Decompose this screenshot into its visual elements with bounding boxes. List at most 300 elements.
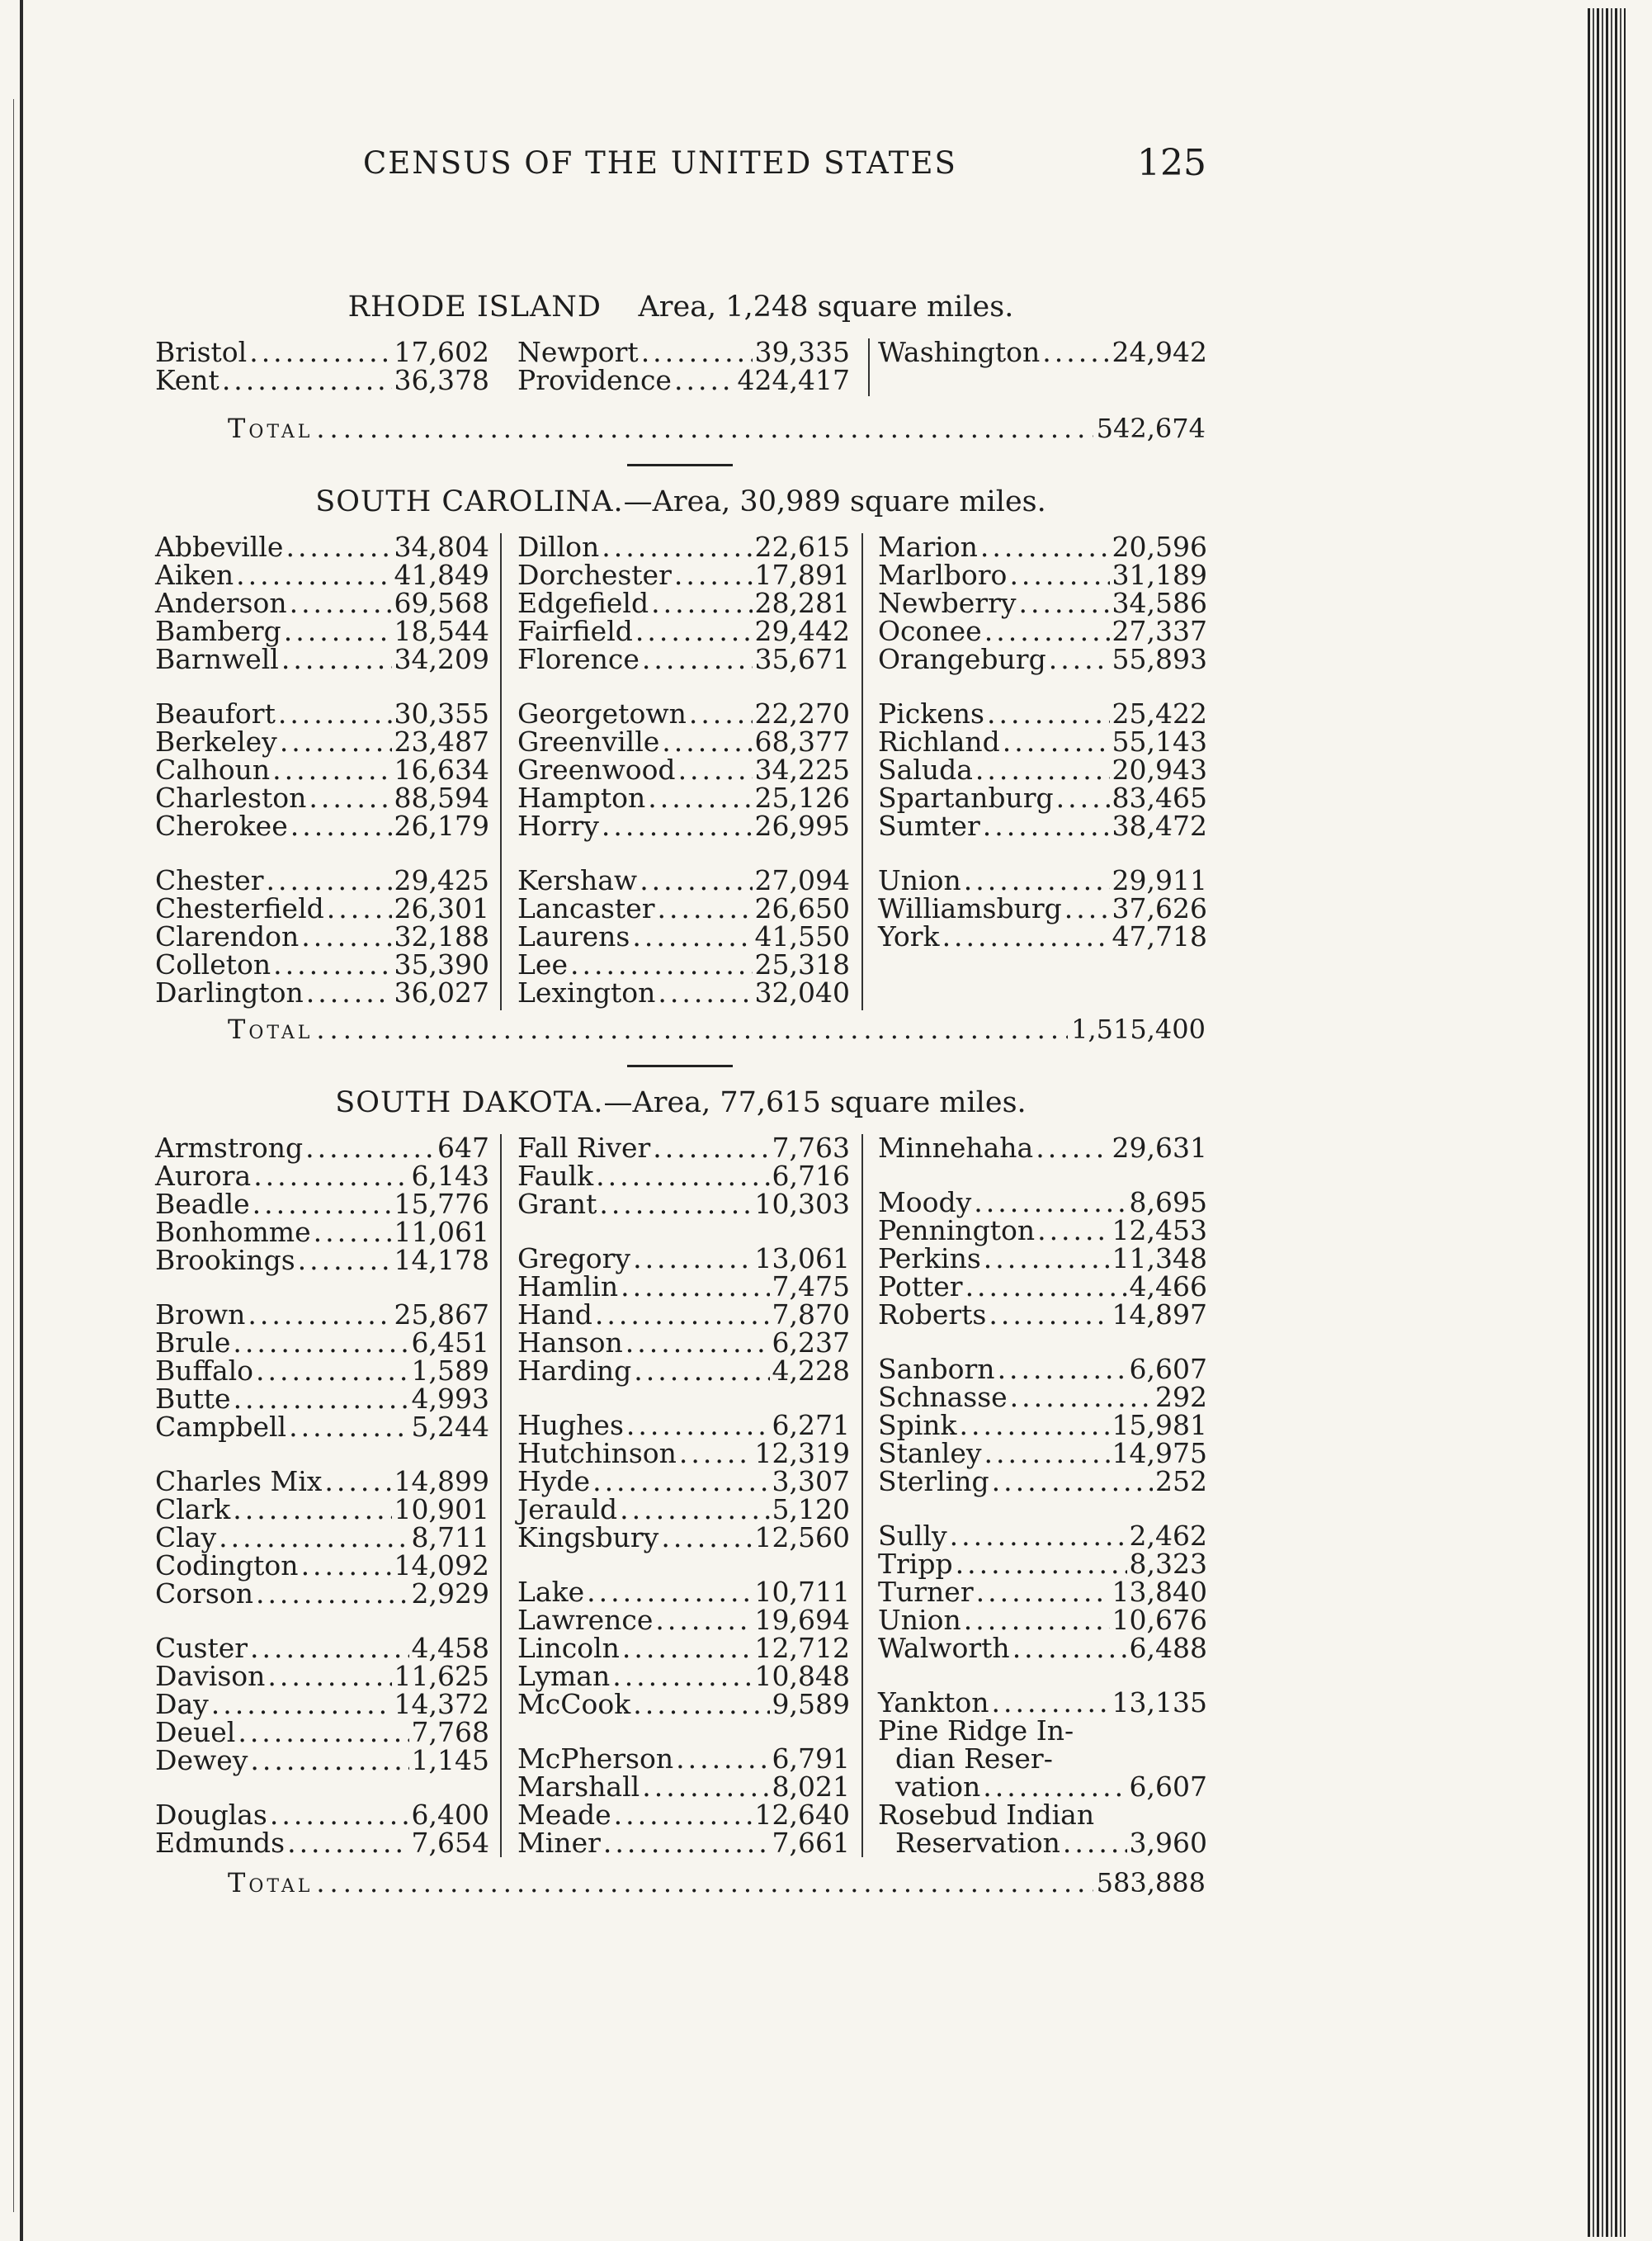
county-name: Meade: [517, 1799, 611, 1831]
leader-dots: [222, 366, 392, 395]
county-population: 5,244: [411, 1411, 489, 1443]
county-name: Rosebud Indian: [878, 1799, 1095, 1831]
county-population: 13,061: [754, 1242, 850, 1274]
county-population: 28,281: [754, 587, 850, 619]
group-spacer: [517, 1719, 850, 1745]
county-population: 3,307: [772, 1465, 850, 1497]
county-name: McPherson: [517, 1742, 674, 1775]
total-label: Total: [228, 1867, 314, 1898]
county-name: Campbell: [155, 1411, 287, 1443]
county-name: Cherokee: [155, 810, 288, 842]
leader-dots: [653, 1134, 769, 1162]
county-row: [878, 1829, 1207, 1857]
county-name: Lee: [517, 948, 568, 981]
county-row: [155, 1577, 489, 1610]
leader-dots: [964, 1606, 1110, 1634]
county-name: Lincoln: [517, 1632, 620, 1664]
county-row: [155, 1744, 489, 1776]
county-row: [878, 617, 1207, 645]
leader-dots: [592, 1468, 769, 1496]
leader-dots: [975, 756, 1110, 784]
county-name: Kershaw: [517, 864, 638, 896]
county-name: Aurora: [155, 1160, 252, 1192]
county-row: [878, 812, 1207, 840]
county-row: [878, 1355, 1207, 1383]
page-edge-line: [13, 99, 14, 2212]
county-population: 6,607: [1129, 1353, 1207, 1385]
county-population: 7,870: [772, 1298, 850, 1331]
county-name: vation: [878, 1771, 981, 1803]
county-population: 26,995: [754, 810, 850, 842]
county-population: 12,560: [754, 1521, 850, 1553]
county-name: Colleton: [155, 948, 271, 981]
county-name: Sumter: [878, 810, 980, 842]
county-population: 22,270: [754, 697, 850, 730]
county-name: Buffalo: [155, 1355, 254, 1387]
county-name: Spartanburg: [878, 782, 1054, 814]
county-population: 7,768: [411, 1716, 489, 1748]
county-row: [517, 784, 850, 812]
group-spacer: [517, 840, 850, 867]
leader-dots: [1003, 728, 1110, 756]
county-row: [878, 1270, 1207, 1303]
county-row: [155, 589, 489, 617]
county-row: [878, 338, 1207, 366]
county-name: Dewey: [155, 1744, 248, 1776]
county-population: 14,899: [394, 1465, 489, 1497]
leader-dots: [974, 1189, 1126, 1217]
leader-dots: [651, 589, 752, 617]
leader-dots: [1049, 645, 1110, 674]
leader-dots: [632, 923, 752, 951]
county-population: 6,791: [772, 1742, 850, 1775]
county-population: 1,145: [411, 1744, 489, 1776]
leader-dots: [614, 1801, 753, 1829]
leader-dots: [316, 1867, 1093, 1898]
county-row: [517, 1801, 850, 1829]
county-population: 13,840: [1112, 1576, 1207, 1608]
county-name: Fall River: [517, 1132, 651, 1164]
county-name: Richland: [878, 726, 1000, 758]
leader-dots: [980, 533, 1110, 561]
leader-dots: [1063, 1829, 1127, 1857]
county-column: [155, 1134, 489, 1857]
county-population: 27,337: [1112, 615, 1207, 647]
county-row: [517, 617, 850, 645]
county-name: Brookings: [155, 1244, 295, 1276]
county-name: Yankton: [878, 1686, 989, 1719]
leader-dots: [984, 1440, 1110, 1468]
county-row: [155, 976, 489, 1009]
county-name: Edgefield: [517, 587, 649, 619]
county-population: 7,661: [772, 1827, 850, 1859]
county-name: Faulk: [517, 1160, 594, 1192]
leader-dots: [1009, 561, 1109, 589]
county-name: Providence: [517, 364, 672, 396]
county-column: [155, 533, 489, 1007]
county-population: 17,891: [754, 559, 850, 591]
county-population: 13,135: [1112, 1686, 1207, 1719]
leader-dots: [633, 1245, 752, 1273]
county-population: 47,718: [1112, 920, 1207, 953]
county-population: 27,094: [754, 864, 850, 896]
leader-dots: [287, 1829, 408, 1857]
county-name: Turner: [878, 1576, 974, 1608]
section-rule: [627, 1065, 733, 1067]
county-name: Lancaster: [517, 892, 655, 924]
county-population: 14,178: [394, 1244, 489, 1276]
county-name: Douglas: [155, 1799, 267, 1831]
county-name: Miner: [517, 1827, 601, 1859]
leader-dots: [270, 1801, 409, 1829]
county-name: Barnwell: [155, 643, 279, 675]
county-column: [517, 338, 850, 395]
county-row: [517, 1357, 850, 1385]
county-population: 37,626: [1112, 892, 1207, 924]
county-population: 29,442: [754, 615, 850, 647]
running-title: CENSUS OF THE UNITED STATES: [363, 145, 957, 181]
group-spacer: [878, 1496, 1207, 1522]
leader-dots: [679, 1440, 753, 1468]
leader-dots: [570, 951, 753, 979]
county-name: Hanson: [517, 1326, 623, 1359]
county-population: 2,929: [411, 1577, 489, 1610]
county-row: [517, 1465, 850, 1497]
county-population: 12,712: [754, 1632, 850, 1664]
county-row: [878, 1550, 1207, 1578]
county-name: Hampton: [517, 782, 646, 814]
county-population: 26,650: [754, 892, 850, 924]
running-head: [0, 142, 1652, 191]
county-name: Pennington: [878, 1214, 1036, 1246]
county-name: Potter: [878, 1270, 963, 1303]
county-population: 30,355: [394, 697, 489, 730]
leader-dots: [316, 413, 1093, 444]
leader-dots: [1037, 1217, 1109, 1245]
county-population: 11,625: [394, 1660, 489, 1692]
county-name: Hyde: [517, 1465, 591, 1497]
county-row: [517, 1411, 850, 1440]
county-population: 6,143: [411, 1160, 489, 1192]
county-population: 20,943: [1112, 754, 1207, 786]
state-area: —Area, 77,615 square miles.: [603, 1086, 1027, 1119]
county-name: Darlington: [155, 976, 304, 1009]
county-population: 4,458: [411, 1632, 489, 1664]
group-spacer: [517, 1552, 850, 1578]
county-name: Butte: [155, 1383, 231, 1415]
leader-dots: [316, 1014, 1068, 1045]
county-row: [517, 892, 850, 924]
section-title-south-dakota: [157, 1086, 1205, 1119]
section-title-rhode-island: [157, 291, 1205, 324]
leader-dots: [674, 561, 753, 589]
county-row: [517, 1242, 850, 1274]
group-spacer: [517, 674, 850, 700]
county-row: [517, 1326, 850, 1359]
county-name: Jerauld: [517, 1493, 618, 1525]
county-population: 22,615: [754, 531, 850, 563]
county-row: [517, 1662, 850, 1690]
county-row: [517, 1493, 850, 1525]
county-column: [878, 533, 1207, 951]
county-population: 10,711: [754, 1576, 850, 1608]
total-label: Total: [228, 413, 314, 444]
county-name: Fairfield: [517, 615, 633, 647]
county-population: 6,451: [411, 1326, 489, 1359]
county-name: Tripp: [878, 1548, 953, 1580]
county-population: 8,695: [1129, 1186, 1207, 1218]
county-row: [155, 533, 489, 561]
county-name: Laurens: [517, 920, 630, 953]
county-population: 34,225: [754, 754, 850, 786]
county-column: [517, 533, 850, 1007]
county-row: [155, 1662, 489, 1690]
group-spacer: [155, 1441, 489, 1468]
county-name: Oconee: [878, 615, 982, 647]
county-name: Marlboro: [878, 559, 1008, 591]
page-edge-line: [20, 0, 23, 2241]
county-population: 6,607: [1129, 1771, 1207, 1803]
county-row: [155, 561, 489, 589]
county-population: 19,694: [754, 1604, 850, 1636]
county-name: Grant: [517, 1188, 597, 1220]
leader-dots: [327, 895, 392, 923]
leader-dots: [984, 1245, 1110, 1273]
leader-dots: [1010, 1383, 1153, 1411]
county-row: [878, 561, 1207, 589]
county-population: 14,372: [394, 1688, 489, 1720]
county-population: 12,319: [754, 1437, 850, 1469]
county-population: 34,804: [394, 531, 489, 563]
leader-dots: [965, 1273, 1127, 1301]
book-binding: [1588, 8, 1626, 2237]
county-population: 11,061: [394, 1216, 489, 1248]
county-population: 18,544: [394, 615, 489, 647]
county-population: 8,323: [1129, 1548, 1207, 1580]
county-population: 26,301: [394, 892, 489, 924]
county-name: Day: [155, 1688, 209, 1720]
county-name: Greenville: [517, 726, 660, 758]
leader-dots: [674, 366, 735, 395]
county-name: Schnasse: [878, 1381, 1008, 1413]
county-name: Washington: [878, 336, 1041, 368]
county-population: 6,271: [772, 1409, 850, 1441]
leader-dots: [622, 1634, 753, 1662]
county-population: 6,400: [411, 1799, 489, 1831]
county-name: Corson: [155, 1577, 253, 1610]
county-name: Armstrong: [155, 1132, 304, 1164]
leader-dots: [248, 1301, 391, 1329]
county-row: [878, 533, 1207, 561]
county-row: [155, 338, 489, 366]
county-name: Kingsbury: [517, 1521, 659, 1553]
county-name: Edmunds: [155, 1827, 286, 1859]
county-row: [517, 697, 850, 730]
leader-dots: [290, 589, 392, 617]
county-row: [155, 920, 489, 953]
column-divider: [861, 533, 863, 1010]
county-row: [155, 812, 489, 840]
county-name: Kent: [155, 364, 219, 396]
county-name: Chester: [155, 864, 264, 896]
county-row: [155, 784, 489, 812]
leader-dots: [676, 1745, 769, 1773]
county-row: [517, 1829, 850, 1857]
county-row: [878, 1522, 1207, 1550]
county-population: 88,594: [394, 782, 489, 814]
county-name: Perkins: [878, 1242, 981, 1274]
leader-dots: [641, 338, 753, 366]
county-row: [155, 892, 489, 924]
page-number: 125: [1137, 142, 1206, 184]
column-divider: [861, 1134, 863, 1857]
leader-dots: [602, 533, 752, 561]
leader-dots: [1012, 1634, 1127, 1662]
group-spacer: [155, 1274, 489, 1301]
county-population: 39,335: [754, 336, 850, 368]
group-spacer: [155, 840, 489, 867]
group-spacer: [155, 1775, 489, 1801]
county-population: 14,897: [1112, 1298, 1207, 1331]
county-row: [517, 812, 850, 840]
county-population: 25,126: [754, 782, 850, 814]
county-population: 34,586: [1112, 587, 1207, 619]
county-row: [155, 366, 489, 395]
county-name: Calhoun: [155, 754, 271, 786]
county-name: Brown: [155, 1298, 246, 1331]
county-row: [517, 1162, 850, 1190]
leader-dots: [250, 1634, 409, 1662]
leader-dots: [281, 645, 392, 674]
county-row: [155, 1190, 489, 1218]
county-row: [155, 756, 489, 784]
county-population: 12,640: [754, 1799, 850, 1831]
group-spacer: [878, 674, 1207, 700]
county-name: Moody: [878, 1186, 972, 1218]
county-population: 14,092: [394, 1549, 489, 1581]
county-name: Sully: [878, 1520, 947, 1552]
leader-dots: [655, 1606, 752, 1634]
section-rule: [627, 464, 733, 466]
county-population: 29,911: [1112, 864, 1207, 896]
county-row: [517, 589, 850, 617]
county-population: 36,378: [394, 364, 489, 396]
county-row: [155, 1246, 489, 1274]
county-row: [155, 1634, 489, 1662]
county-row: [517, 1298, 850, 1331]
county-name: Berkeley: [155, 726, 277, 758]
section-title-south-carolina: [157, 485, 1205, 518]
county-population: 12,453: [1112, 1214, 1207, 1246]
leader-dots: [976, 1578, 1110, 1606]
county-row: [517, 1270, 850, 1303]
county-population: 23,487: [394, 726, 489, 758]
county-population: 68,377: [754, 726, 850, 758]
state-name: SOUTH DAKOTA.: [335, 1086, 604, 1119]
county-population: 41,550: [754, 920, 850, 953]
leader-dots: [662, 728, 752, 756]
group-spacer: [517, 1385, 850, 1411]
county-name: Union: [878, 1604, 961, 1636]
county-population: 17,602: [394, 336, 489, 368]
leader-dots: [238, 1719, 408, 1747]
total-label: Total: [228, 1014, 314, 1045]
county-row: [878, 1634, 1207, 1662]
county-row: [155, 948, 489, 981]
county-population: 8,711: [411, 1521, 489, 1553]
county-row: [878, 864, 1207, 896]
county-row: [517, 1742, 850, 1775]
leader-dots: [267, 1662, 391, 1690]
county-population: 424,417: [737, 364, 850, 396]
leader-dots: [678, 756, 753, 784]
county-population: 55,893: [1112, 643, 1207, 675]
county-name: Charleston: [155, 782, 307, 814]
leader-dots: [267, 867, 392, 895]
county-name: Deuel: [155, 1716, 236, 1748]
county-name: Chesterfield: [155, 892, 324, 924]
county-name: Roberts: [878, 1298, 987, 1331]
county-row: [155, 1298, 489, 1331]
county-name: Lexington: [517, 976, 656, 1009]
county-name: Anderson: [155, 587, 287, 619]
leader-dots: [290, 812, 392, 840]
county-row: [155, 1326, 489, 1359]
county-name: Newport: [517, 336, 639, 368]
county-row: [878, 784, 1207, 812]
county-row: [155, 1549, 489, 1581]
county-row: [878, 920, 1207, 953]
leader-dots: [284, 617, 392, 645]
county-row: [878, 1742, 1207, 1775]
county-row: [878, 1465, 1207, 1497]
leader-dots: [960, 1411, 1110, 1440]
county-name: Aiken: [155, 559, 234, 591]
county-population: 9,589: [772, 1688, 850, 1720]
county-row: [878, 645, 1207, 674]
leader-dots: [983, 812, 1110, 840]
county-row: [878, 1773, 1207, 1801]
county-population: 55,143: [1112, 726, 1207, 758]
group-spacer: [878, 1662, 1207, 1689]
county-row: [155, 1493, 489, 1525]
leader-dots: [612, 1662, 752, 1690]
leader-dots: [1064, 895, 1110, 923]
county-row: [517, 561, 850, 589]
leader-dots: [634, 1357, 769, 1385]
county-row: [878, 1298, 1207, 1331]
county-name: Abbeville: [155, 531, 284, 563]
county-row: [155, 1218, 489, 1246]
county-population: 7,763: [772, 1132, 850, 1164]
county-name: Beadle: [155, 1188, 250, 1220]
county-row: [878, 756, 1207, 784]
county-name: Brule: [155, 1326, 231, 1359]
county-name: Beaufort: [155, 697, 276, 730]
county-population: 5,120: [772, 1493, 850, 1525]
county-name: Hand: [517, 1298, 592, 1331]
county-population: 292: [1155, 1381, 1207, 1413]
county-population: 10,676: [1112, 1604, 1207, 1636]
county-population: 14,975: [1112, 1437, 1207, 1469]
county-population: 16,634: [394, 754, 489, 786]
county-row: [878, 1242, 1207, 1274]
county-row: [878, 1606, 1207, 1634]
leader-dots: [599, 1190, 752, 1218]
leader-dots: [602, 812, 753, 840]
county-name: Pine Ridge In-: [878, 1714, 1074, 1747]
county-row: [878, 892, 1207, 924]
